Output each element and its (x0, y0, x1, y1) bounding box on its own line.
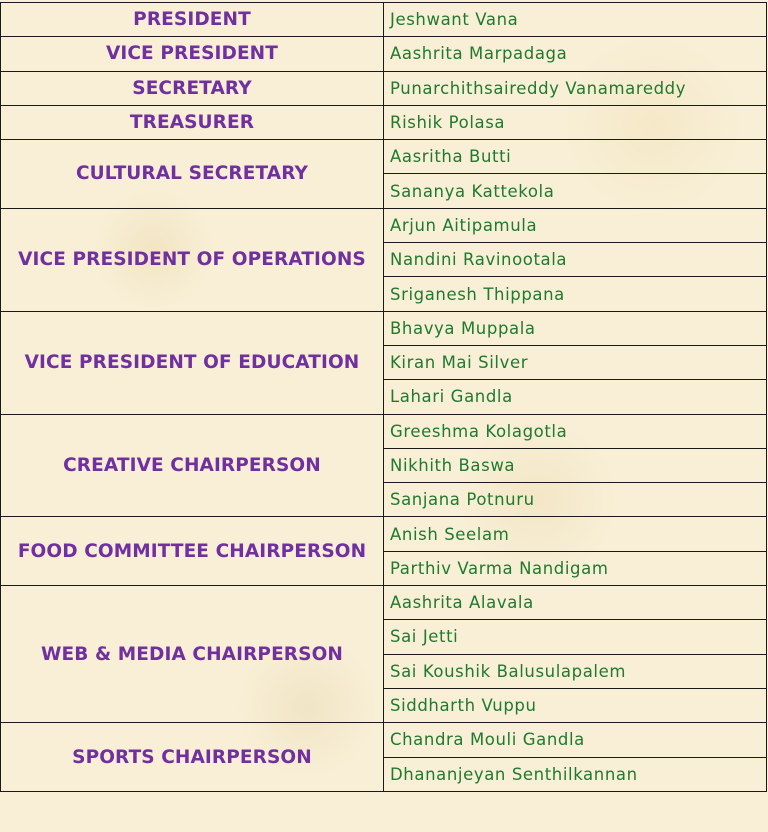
role-cell: TREASURER (1, 105, 384, 139)
table-row (1, 3, 767, 37)
role-cell: CULTURAL SECRETARY (1, 140, 384, 209)
role-cell: CREATIVE CHAIRPERSON (1, 414, 384, 517)
table-row (1, 208, 767, 242)
table-row (1, 140, 767, 174)
member-name-cell: Nikhith Baswa (384, 448, 767, 482)
role-cell: VICE PRESIDENT (1, 37, 384, 71)
table-row (1, 723, 767, 757)
member-name-cell: Greeshma Kolagotla (384, 414, 767, 448)
member-name-cell: Rishik Polasa (384, 105, 767, 139)
member-name-cell: Sanjana Potnuru (384, 483, 767, 517)
role-cell: FOOD COMMITTEE CHAIRPERSON (1, 517, 384, 586)
table-row (1, 517, 767, 551)
member-name-cell: Sananya Kattekola (384, 174, 767, 208)
role-cell: SECRETARY (1, 71, 384, 105)
member-name-cell: Lahari Gandla (384, 380, 767, 414)
table-row (1, 311, 767, 345)
table-row (1, 586, 767, 620)
table-row (1, 71, 767, 105)
member-name-cell: Siddharth Vuppu (384, 688, 767, 722)
member-name-cell: Parthiv Varma Nandigam (384, 551, 767, 585)
table-row (1, 37, 767, 71)
member-name-cell: Arjun Aitipamula (384, 208, 767, 242)
role-cell: WEB & MEDIA CHAIRPERSON (1, 586, 384, 723)
role-cell: PRESIDENT (1, 3, 384, 37)
member-name-cell: Sai Jetti (384, 620, 767, 654)
member-name-cell: Anish Seelam (384, 517, 767, 551)
member-name-cell: Aashrita Alavala (384, 586, 767, 620)
member-name-cell: Chandra Mouli Gandla (384, 723, 767, 757)
member-name-cell: Jeshwant Vana (384, 3, 767, 37)
member-name-cell: Aashrita Marpadaga (384, 37, 767, 71)
member-name-cell: Bhavya Muppala (384, 311, 767, 345)
table-row (1, 105, 767, 139)
member-name-cell: Kiran Mai Silver (384, 345, 767, 379)
officers-table (0, 2, 767, 792)
member-name-cell: Punarchithsaireddy Vanamareddy (384, 71, 767, 105)
role-cell: SPORTS CHAIRPERSON (1, 723, 384, 792)
table-row (1, 414, 767, 448)
member-name-cell: Dhananjeyan Senthilkannan (384, 757, 767, 791)
officers-table-body (1, 3, 767, 792)
role-cell: VICE PRESIDENT OF EDUCATION (1, 311, 384, 414)
member-name-cell: Aasritha Butti (384, 140, 767, 174)
role-cell: VICE PRESIDENT OF OPERATIONS (1, 208, 384, 311)
member-name-cell: Sriganesh Thippana (384, 277, 767, 311)
member-name-cell: Sai Koushik Balusulapalem (384, 654, 767, 688)
member-name-cell: Nandini Ravinootala (384, 243, 767, 277)
